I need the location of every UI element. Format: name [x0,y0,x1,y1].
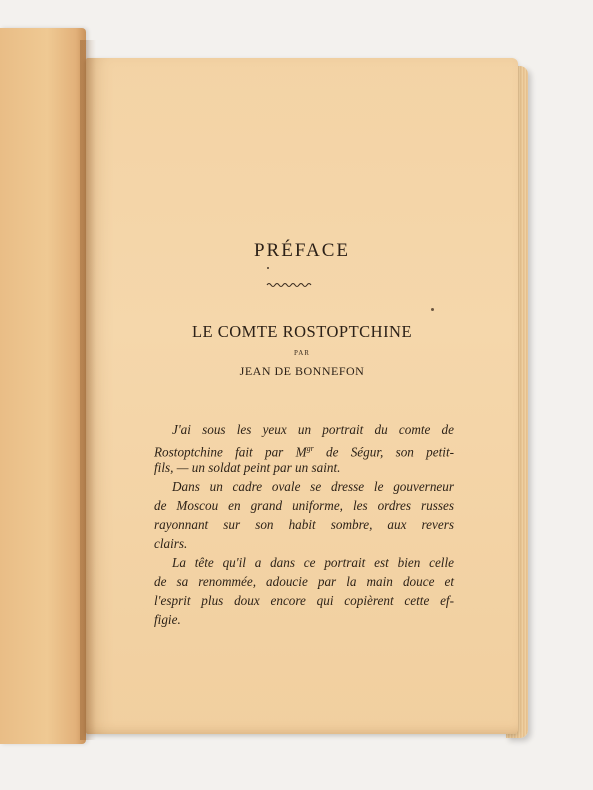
wavy-ornament [266,281,312,289]
text-line: de sa renommée, adoucie par la main douce et [154,574,454,589]
text-line: Dans un cadre ovale se dresse le gouverneur [172,479,454,494]
text-line: Rostoptchine fait par $M^{gr}$ de Ségur, son petit- [154,444,454,460]
par-label: PAR [294,349,310,357]
ink-dot [267,267,269,269]
text-line: figie. [154,612,181,627]
author-name: JEAN DE BONNEFON [239,364,365,378]
gutter-shadow [80,40,96,740]
chapter-subtitle: LE COMTE ROSTOPTCHINE [191,322,413,341]
preface-text [154,420,454,629]
text-line: rayonnant sur son habit sombre, aux revers [154,517,454,532]
right-page [86,58,518,734]
text-line: La tête qu'il a dans ce portrait est bien celle [172,555,454,570]
left-page [0,28,86,744]
page-title: PRÉFACE [253,240,350,261]
text-line: de Moscou en grand uniforme, les ordres russes [154,498,454,513]
ink-speck [431,308,434,311]
text-line: clairs. [154,536,188,551]
text-line: l'esprit plus doux encore qui copièrent cette ef- [154,593,454,608]
text-line: fils, — un soldat peint par un saint. [154,460,341,475]
text-line: J'ai sous les yeux un portrait du comte de [172,422,454,437]
